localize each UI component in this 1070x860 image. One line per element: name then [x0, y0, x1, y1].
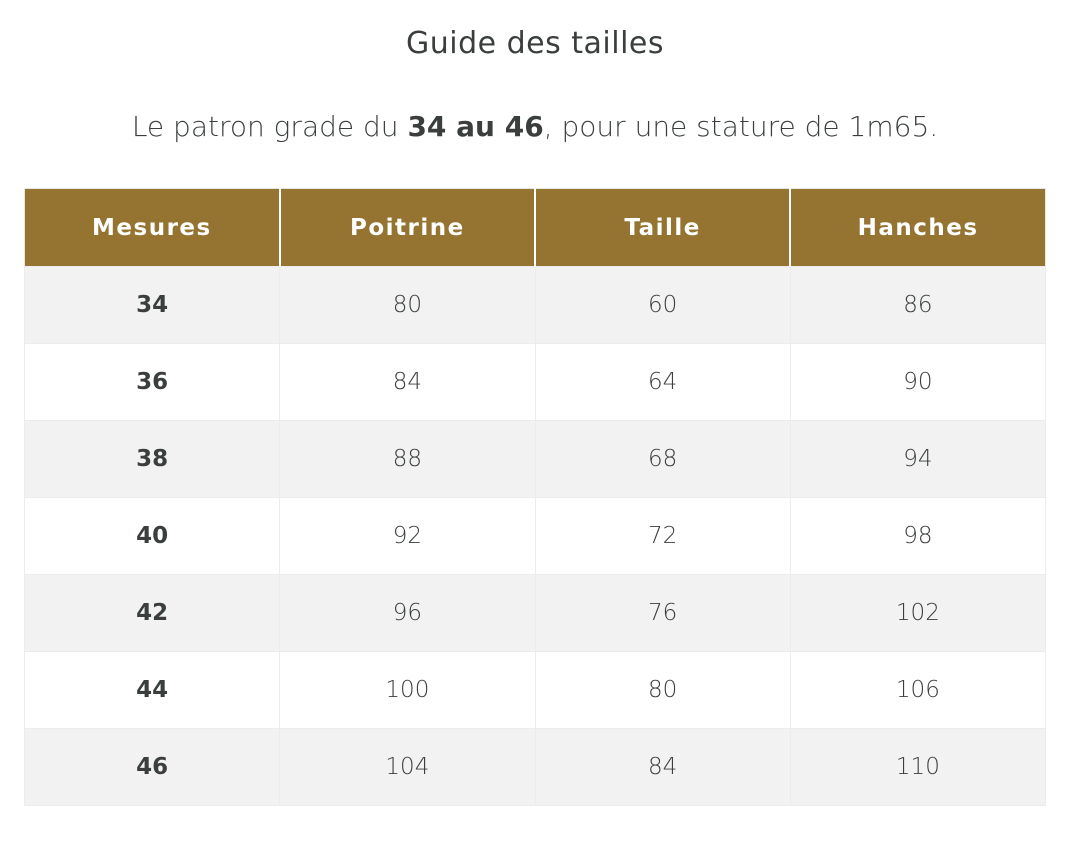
- subtitle-prefix: Le patron grade du: [131, 110, 408, 143]
- table-row: [25, 575, 1046, 652]
- taille-cell: 64: [535, 344, 790, 421]
- taille-cell: 84: [535, 729, 790, 806]
- table-row: [25, 652, 1046, 729]
- poitrine-cell: 96: [280, 575, 535, 652]
- poitrine-cell: 80: [280, 267, 535, 344]
- poitrine-cell: 92: [280, 498, 535, 575]
- table-header-row: [25, 189, 1046, 267]
- hanches-cell: 86: [790, 267, 1045, 344]
- size-cell: 38: [25, 421, 280, 498]
- taille-cell: 76: [535, 575, 790, 652]
- table-row: [25, 267, 1046, 344]
- poitrine-cell: 104: [280, 729, 535, 806]
- table-row: [25, 498, 1046, 575]
- hanches-cell: 110: [790, 729, 1045, 806]
- header-hanches: Hanches: [790, 189, 1045, 267]
- page-subtitle: [0, 110, 1070, 143]
- header-poitrine: Poitrine: [280, 189, 535, 267]
- poitrine-cell: 84: [280, 344, 535, 421]
- header-mesures: Mesures: [25, 189, 280, 267]
- size-cell: 34: [25, 267, 280, 344]
- hanches-cell: 102: [790, 575, 1045, 652]
- header-taille: Taille: [535, 189, 790, 267]
- hanches-cell: 90: [790, 344, 1045, 421]
- size-cell: 40: [25, 498, 280, 575]
- size-cell: 46: [25, 729, 280, 806]
- hanches-cell: 106: [790, 652, 1045, 729]
- page-title: Guide des tailles: [405, 26, 665, 61]
- subtitle-suffix: , pour une stature de 1m65.: [543, 110, 939, 143]
- table-row: [25, 421, 1046, 498]
- taille-cell: 60: [535, 267, 790, 344]
- taille-cell: 80: [535, 652, 790, 729]
- subtitle-size-range: 34 au 46: [407, 110, 544, 143]
- taille-cell: 68: [535, 421, 790, 498]
- poitrine-cell: 88: [280, 421, 535, 498]
- table-row: [25, 344, 1046, 421]
- hanches-cell: 98: [790, 498, 1045, 575]
- hanches-cell: 94: [790, 421, 1045, 498]
- table-row: [25, 729, 1046, 806]
- size-guide-table: [24, 188, 1046, 806]
- size-cell: 44: [25, 652, 280, 729]
- taille-cell: 72: [535, 498, 790, 575]
- size-cell: 42: [25, 575, 280, 652]
- poitrine-cell: 100: [280, 652, 535, 729]
- size-cell: 36: [25, 344, 280, 421]
